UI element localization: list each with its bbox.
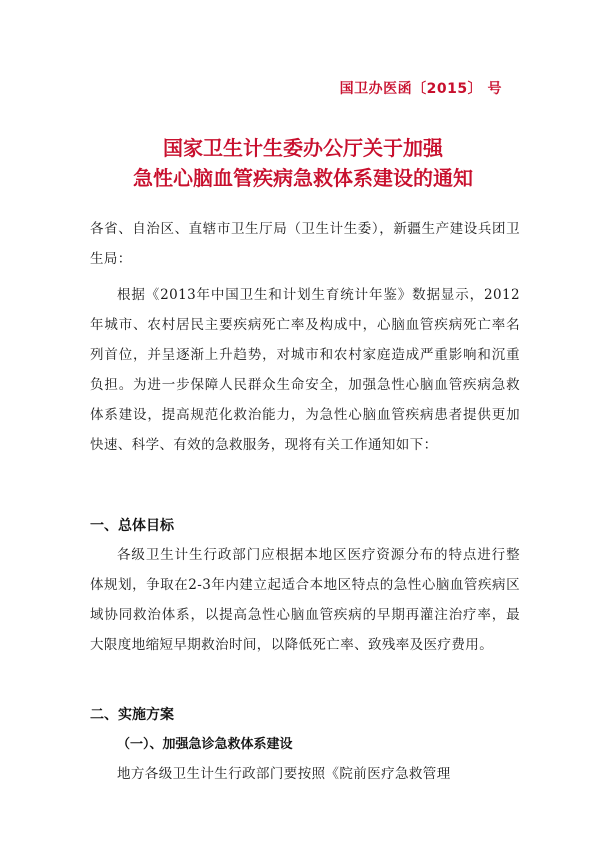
- document-title-line-1: 国家卫生计生委办公厅关于加强: [163, 136, 443, 160]
- section-2-subheading-1: （一）、加强急诊急救体系建设: [117, 737, 293, 752]
- section-1-paragraph: 各级卫生计生行政部门应根据本地区医疗资源分布的特点进行整体规划，争取在2-3年内建立起适合本地区特点的急性心脑血管疾病区域协同救治体系，以提高急性心脑血管疾病的早期再灌注治疗率，最大限度地缩短早期救治时间，以降低死亡率、致残率及医疗费用。: [90, 547, 520, 653]
- intro-paragraph: 根据《2013年中国卫生和计划生育统计年鉴》数据显示，2012年城市、农村居民主要疾病死亡率及构成中，心脑血管疾病死亡率名列首位，并呈逐渐上升趋势，对城市和农村家庭造成严重影响和沉重负担。为进一步保障人民群众生命安全，加强急性心脑血管疾病急救体系建设，提高规范化救治能力，为急性心脑血管疾病患者提供更加快速、科学、有效的急救服务，现将有关工作通知如下：: [90, 287, 520, 453]
- document-title-line-2: 急性心脑血管疾病急救体系建设的通知: [133, 166, 473, 190]
- section-2-sub-1-paragraph: 地方各级卫生计生行政部门要按照《院前医疗急救管理: [117, 766, 451, 782]
- section-2-heading: 二、实施方案: [90, 707, 174, 723]
- section-1-heading: 一、总体目标: [90, 518, 174, 534]
- document-number: 国卫办医函〔2015〕 号: [339, 81, 502, 97]
- salutation: 各省、自治区、直辖市卫生厅局（卫生计生委），新疆生产建设兵团卫生局：: [90, 221, 520, 267]
